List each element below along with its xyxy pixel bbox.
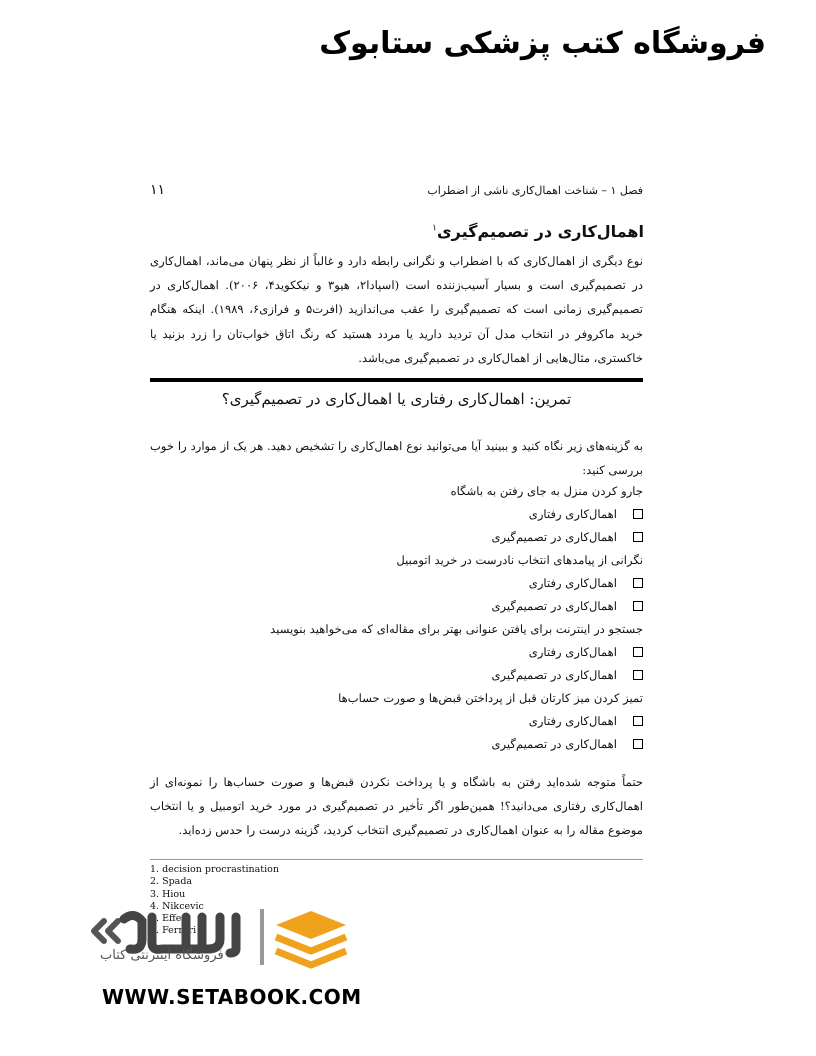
exercise-divider — [150, 378, 643, 382]
option-decisional[interactable]: اهمال‌کاری در تصمیم‌گیری — [150, 664, 643, 687]
question-text: نگرانی از پیامدهای انتخاب نادرست در خرید اتومبیل — [396, 553, 643, 567]
chevron-left-icon — [108, 921, 118, 941]
checkbox-icon[interactable] — [633, 739, 643, 749]
book-stack-icon — [276, 911, 346, 939]
watermark-url: WWW.SETABOOK.COM — [102, 985, 362, 1009]
page-number: ۱۱ — [150, 182, 166, 198]
exercise-intro: به گزینه‌های زیر نگاه کنید و ببینید آیا می‌توانید نوع اهمال‌کاری را تشخیص دهید. هر یک از موارد را خوب بررسی کنید: — [150, 439, 643, 478]
question-text: تمیز کردن میز کارتان قبل از پرداختن قبض‌ها و صورت حساب‌ها — [338, 691, 643, 705]
question-item — [150, 480, 643, 549]
option-behavioral[interactable]: اهمال‌کاری رفتاری — [150, 572, 643, 595]
section-footnote-mark: ۱ — [432, 223, 438, 234]
footnote: 2. Spada — [150, 876, 193, 888]
store-title: فروشگاه کتب پزشکی ستابوک — [319, 26, 766, 61]
option-behavioral[interactable]: اهمال‌کاری رفتاری — [150, 503, 643, 526]
option-decisional[interactable]: اهمال‌کاری در تصمیم‌گیری — [150, 733, 643, 756]
question-item — [150, 618, 643, 687]
checkbox-icon[interactable] — [633, 509, 643, 519]
answer-paragraph: حتماً متوجه شده‌اید رفتن به باشگاه و یا پرداخت نکردن قبض‌ها و صورت حساب‌ها را نمونه‌ای از اهمال‌کاری رفتاری می‌دانید؟! همین‌طور اگر تأخیر در تصمیم‌گیری در مورد خرید اتومبیل و یا انتخاب موضوع مقاله را به عنوان اهمال‌کاری در تصمیم‌گیری انتخاب کردید، گزینه درست را حدس زده‌اید. — [150, 775, 643, 838]
checkbox-icon[interactable] — [633, 578, 643, 588]
option-behavioral[interactable]: اهمال‌کاری رفتاری — [150, 641, 643, 664]
footnote-divider — [150, 859, 643, 860]
question-text: جستجو در اینترنت برای یافتن عنوانی بهتر برای مقاله‌ای که می‌خواهید بنویسید — [270, 622, 643, 636]
chevron-left-icon — [94, 921, 104, 941]
question-item — [150, 687, 643, 756]
footnote: 1. decision procrastination — [150, 864, 279, 875]
checkbox-icon[interactable] — [633, 532, 643, 542]
checkbox-icon[interactable] — [633, 670, 643, 680]
checkbox-icon[interactable] — [633, 716, 643, 726]
question-text: جارو کردن منزل به جای رفتن به باشگاه — [450, 484, 643, 498]
chapter-title: فصل ۱ – شناخت اهمال‌کاری ناشی از اضطراب — [427, 184, 643, 197]
running-header — [150, 182, 643, 202]
footnote: 6. Ferrari — [150, 925, 197, 937]
exercise-question-list — [150, 480, 643, 756]
question-item — [150, 549, 643, 618]
section-heading-text: اهمال‌کاری در تصمیم‌گیری — [437, 222, 644, 241]
checkbox-icon[interactable] — [633, 647, 643, 657]
footnote: 3. Hiou — [150, 888, 186, 900]
option-behavioral[interactable]: اهمال‌کاری رفتاری — [150, 710, 643, 733]
exercise-title: تمرین: اهمال‌کاری رفتاری یا اهمال‌کاری در تصمیم‌گیری؟ — [221, 390, 572, 408]
watermark-tagline: فروشگاه اینترنتی کتاب — [100, 948, 224, 963]
section-heading — [432, 222, 644, 241]
footnote: 5. Effert — [150, 913, 190, 925]
intro-paragraph: نوع دیگری از اهمال‌کاری که با اضطراب و نگرانی رابطه دارد و غالباً از نظر پنهان می‌ماند، اهمال‌کاری در تصمیم‌گیری است و بسیار آسیب‌زننده است (اسپادا۲، هیو۳ و نیککوید۴، ۲۰۰۶). اهمال‌کاری در تصمیم‌گیری زمانی است که تصمیم‌گیری را عقب می‌اندازید (افرت۵ و فرازی۶، ۱۹۸۹). اینکه هنگام خرید ماکروفر در انتخاب مدل آن تردید دارید یا مردد هستید که رنگ اتاق خواب‌تان را زرد بزنید یا خاکستری، مثال‌هایی از اهمال‌کاری در تصمیم‌گیری می‌باشد. — [150, 254, 644, 365]
checkbox-icon[interactable] — [633, 601, 643, 611]
option-decisional[interactable]: اهمال‌کاری در تصمیم‌گیری — [150, 526, 643, 549]
option-decisional[interactable]: اهمال‌کاری در تصمیم‌گیری — [150, 595, 643, 618]
footnote: 4. Nikcevic — [150, 900, 204, 912]
